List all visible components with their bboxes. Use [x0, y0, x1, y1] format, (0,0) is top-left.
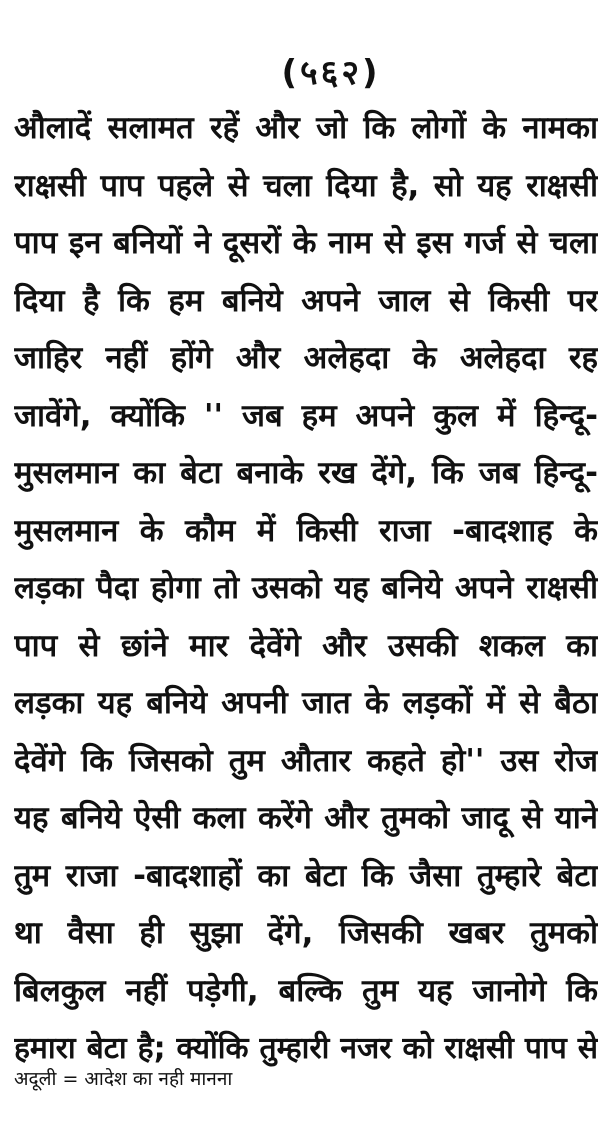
text-line: बिलकुल नहीं पड़ेगी, बल्कि तुम यह जानोगे कि — [14, 972, 598, 1009]
text-line: लड़का यह बनिये अपनी जात के लड़कों में से बैठा — [14, 685, 598, 721]
text-line: औलादें सलामत रहें और जो कि लोगों के नामका — [14, 110, 598, 146]
text-line: यह बनिये ऐसी कला करेंगे और तुमको जादू से याने — [14, 800, 598, 836]
text-line: देवेंगे कि जिसको तुम औतार कहते हो'' उस रोज — [14, 742, 598, 779]
text-line: पाप से छांने मार देवेंगे और उसकी शकल का — [14, 627, 598, 664]
text-line: मुसलमान के कौम में किसी राजा -बादशाह के — [14, 512, 598, 549]
text-line: तुम राजा -बादशाहों का बेटा कि जैसा तुम्हारे बेटा — [14, 857, 598, 894]
text-line: जाहिर नहीं होंगे और अलेहदा के अलेहदा रह — [14, 340, 598, 376]
text-line: पाप इन बनियों ने दूसरों के नाम से इस गर्ज से चला — [14, 225, 598, 261]
text-line: हमारा बेटा है; क्योंकि तुम्हारी नजर को राक्षसी पाप से — [14, 1031, 598, 1066]
page-number: (५६२) — [281, 53, 381, 93]
text-line: राक्षसी पाप पहले से चला दिया है, सो यह राक्षसी — [14, 167, 598, 204]
text-line: लड़का पैदा होगा तो उसको यह बनिये अपने राक्षसी — [14, 570, 598, 606]
text-line: मुसलमान का बेटा बनाके रख देंगे, कि जब हिन्दू- — [14, 455, 598, 491]
body-text — [14, 100, 598, 1078]
text-line: जावेंगे, क्योंकि '' जब हम अपने कुल में हिन्दू- — [14, 397, 598, 434]
text-line: था वैसा ही सुझा देंगे, जिसकी खबर तुमको — [14, 915, 598, 951]
text-line: दिया है कि हम बनिये अपने जाल से किसी पर — [14, 282, 598, 319]
footnote: अदूली = आदेश का नही मानना — [14, 1068, 233, 1090]
